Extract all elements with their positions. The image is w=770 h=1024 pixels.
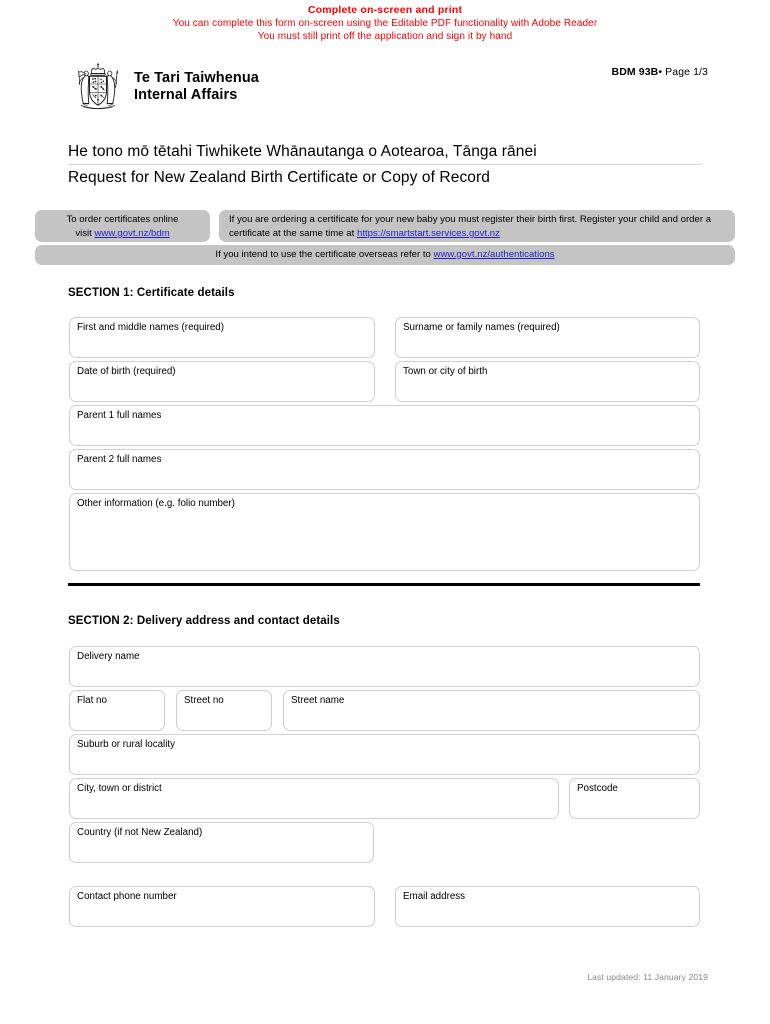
order-online-line-1: To order certificates online (66, 214, 179, 225)
section-1-heading: SECTION 1: Certificate details (68, 287, 235, 299)
field-label: Town or city of birth (403, 366, 488, 377)
department-wordmark (134, 70, 259, 104)
overseas-use-banner (35, 245, 735, 265)
field-label: Postcode (577, 783, 618, 794)
top-notice (0, 4, 770, 43)
field-first-and-middle-names[interactable] (69, 317, 375, 358)
page-title-english: Request for New Zealand Birth Certificate or Copy of Record (68, 169, 491, 186)
field-label: Delivery name (77, 651, 140, 662)
masthead (70, 62, 259, 112)
page-title-maori: He tono mō tētahi Tiwhikete Whānautanga o Aotearoa, Tānga rānei (68, 143, 537, 160)
field-parent-2-full-names[interactable] (69, 449, 700, 490)
field-street-no[interactable] (176, 690, 272, 731)
field-label: First and middle names (required) (77, 322, 225, 333)
notice-line-2: You must still print off the application and sign it by hand (257, 31, 513, 42)
link-govt-nz-bdm[interactable]: www.govt.nz/bdm (94, 228, 170, 239)
document-reference (612, 66, 708, 78)
field-label: Parent 1 full names (77, 410, 162, 421)
field-postcode[interactable] (569, 778, 700, 819)
docref-separator: • (658, 66, 663, 78)
notice-title: Complete on-screen and print (307, 4, 463, 16)
field-delivery-name[interactable] (69, 646, 700, 687)
field-label: Parent 2 full names (77, 454, 162, 465)
page-number: Page 1/3 (665, 66, 708, 78)
form-code: BDM 93B (611, 66, 659, 78)
field-label: Flat no (77, 695, 107, 706)
field-date-of-birth[interactable] (69, 361, 375, 402)
field-country[interactable] (69, 822, 374, 863)
notice-line-1: You can complete this form on-screen using the Editable PDF functionality with Adobe Reader (172, 18, 598, 29)
field-contact-phone-number[interactable] (69, 886, 375, 927)
order-online-banner (35, 210, 210, 242)
field-label: Country (if not New Zealand) (77, 827, 203, 838)
field-label: Street no (184, 695, 224, 706)
field-email-address[interactable] (395, 886, 700, 927)
new-baby-text: If you are ordering a certificate for your new baby you must register their birth first. Register your child and order a certificate at the same time at (229, 214, 712, 239)
field-other-information[interactable] (69, 493, 700, 571)
order-online-visit-prefix: visit (75, 228, 95, 239)
section-2-heading: SECTION 2: Delivery address and contact details (68, 615, 340, 627)
field-label: Suburb or rural locality (77, 739, 176, 750)
new-zealand-coat-of-arms-icon (70, 62, 126, 112)
link-smartstart[interactable]: https://smartstart.services.govt.nz (356, 228, 500, 239)
field-surname-or-family-names[interactable] (395, 317, 700, 358)
field-label: Street name (291, 695, 345, 706)
field-label: Date of birth (required) (77, 366, 176, 377)
field-flat-no[interactable] (69, 690, 165, 731)
wordmark-line-english: Internal Affairs (134, 87, 238, 103)
field-label: Surname or family names (required) (403, 322, 560, 333)
title-divider (68, 164, 702, 165)
field-city-town-or-district[interactable] (69, 778, 559, 819)
field-label: City, town or district (77, 783, 162, 794)
link-govt-nz-authentications[interactable]: www.govt.nz/authentications (433, 249, 555, 260)
field-town-or-city-of-birth[interactable] (395, 361, 700, 402)
field-street-name[interactable] (283, 690, 700, 731)
wordmark-line-maori: Te Tari Taiwhenua (134, 70, 259, 86)
field-label: Contact phone number (77, 891, 177, 902)
field-suburb-or-rural-locality[interactable] (69, 734, 700, 775)
field-label: Email address (403, 891, 466, 902)
section-divider (68, 583, 700, 586)
page-title (68, 141, 702, 189)
field-parent-1-full-names[interactable] (69, 405, 700, 446)
last-updated-text: Last updated: 11 January 2019 (587, 972, 708, 982)
new-baby-registration-banner (219, 210, 735, 242)
overseas-text: If you intend to use the certificate overseas refer to (215, 249, 434, 260)
field-label: Other information (e.g. folio number) (77, 498, 235, 509)
